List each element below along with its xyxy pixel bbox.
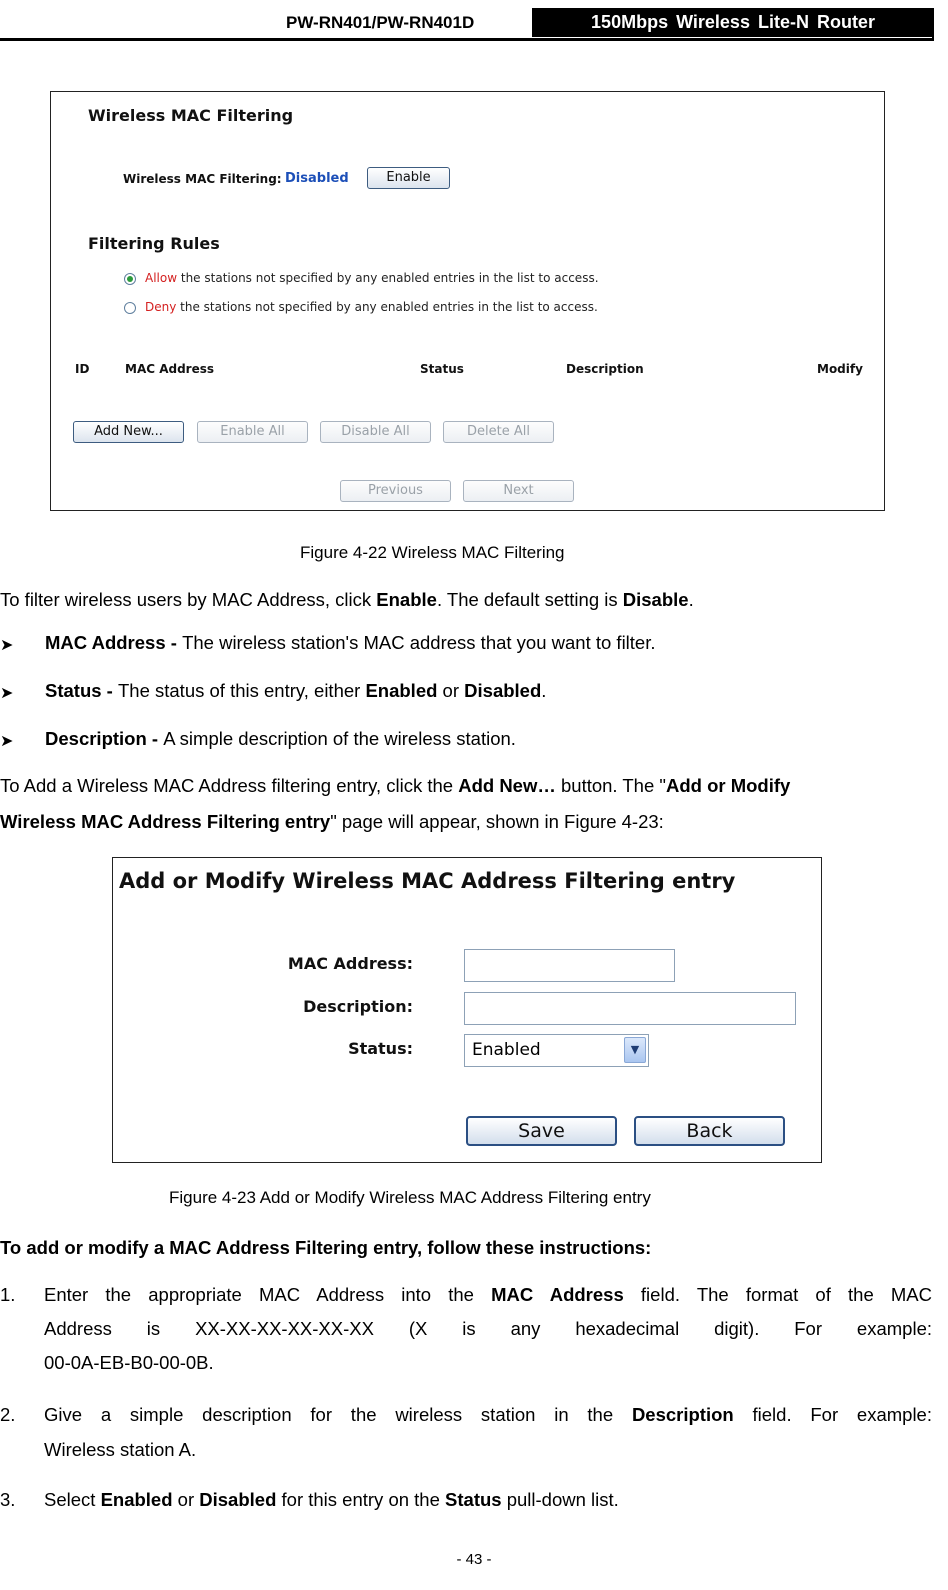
bullet-arrow-icon: ➤: [0, 637, 14, 654]
step-3-enabled: Enabled: [100, 1489, 173, 1510]
bullet-mac-address: [45, 632, 656, 654]
bullet-status: [45, 680, 546, 702]
step-number: 1.: [0, 1284, 16, 1305]
step-1-line-3: 00-0A-EB-B0-00-0B.: [44, 1352, 214, 1373]
bullet-text: A simple description of the wireless station.: [163, 728, 516, 749]
step-2-line-2: Wireless station A.: [44, 1439, 197, 1460]
step-3-line: [44, 1489, 619, 1511]
step-number: 3.: [0, 1489, 16, 1510]
header-rule-tick: [932, 28, 934, 40]
step-3-text-1: Select: [44, 1489, 101, 1510]
radio-allow[interactable]: [124, 273, 136, 285]
rule-deny-description: the stations not specified by any enabled entries in the list to access.: [180, 300, 598, 314]
add-paragraph-line-1: [0, 775, 790, 797]
bullet-disabled: Disabled: [464, 680, 542, 701]
intro-text-2: . The default setting is: [436, 589, 623, 610]
radio-deny[interactable]: [124, 302, 136, 314]
step-2-text-2: field. For example:: [733, 1404, 932, 1425]
add-paragraph-line-2: [0, 811, 664, 833]
column-modify: Modify: [817, 362, 863, 376]
description-label: Description:: [303, 997, 413, 1016]
step-2-term: Description: [631, 1404, 734, 1425]
add-modify-term: Add or Modify: [665, 775, 791, 796]
bullet-text-end: .: [541, 680, 547, 701]
add-new-button[interactable]: Add New...: [73, 421, 184, 443]
header-model: PW-RN401/PW-RN401D: [286, 13, 475, 32]
status-select[interactable]: [464, 1034, 649, 1067]
page-number: - 43 -: [456, 1551, 492, 1568]
header-product: 150Mbps Wireless Lite-N Router: [532, 8, 934, 37]
add-text-3: " page will appear, shown in Figure 4-23:: [330, 811, 664, 832]
instructions-heading: [0, 1237, 651, 1259]
step-3-text-or: or: [172, 1489, 200, 1510]
step-1-text-1: Enter the appropriate MAC Address into the: [44, 1284, 492, 1305]
mac-address-label: MAC Address:: [287, 954, 413, 973]
figure-add-modify-entry: [112, 857, 822, 1163]
bullet-term: Status -: [45, 680, 118, 701]
bullet-arrow-icon: ➤: [0, 733, 14, 750]
step-3-text-2: for this entry on the: [276, 1489, 446, 1510]
figure-wireless-mac-filtering: [50, 91, 885, 511]
delete-all-button[interactable]: Delete All: [443, 421, 554, 443]
step-2-text-1: Give a simple description for the wireless station in the: [44, 1404, 632, 1425]
bullet-text: The status of this entry, either: [117, 680, 366, 701]
step-1-term: MAC Address: [491, 1284, 624, 1305]
rule-allow-keyword: Allow: [145, 271, 178, 285]
status-select-value: Enabled: [472, 1040, 541, 1060]
column-mac-address: MAC Address: [125, 362, 215, 376]
step-1-line-1: [44, 1284, 932, 1306]
next-button[interactable]: Next: [463, 480, 574, 502]
section-title-filtering-rules: Filtering Rules: [88, 234, 220, 253]
add-page-name: Wireless MAC Address Filtering entry: [0, 811, 331, 832]
previous-button[interactable]: Previous: [340, 480, 451, 502]
rule-deny-text: [145, 300, 598, 314]
description-field[interactable]: [464, 992, 796, 1025]
bullet-text-or: or: [437, 680, 465, 701]
add-new-term: Add New…: [458, 775, 556, 796]
column-status: Status: [420, 362, 464, 376]
bullet-arrow-icon: ➤: [0, 685, 14, 702]
figure-caption-4-23: Figure 4-23 Add or Modify Wireless MAC Address Filtering entry: [169, 1188, 651, 1207]
intro-disable: Disable: [622, 589, 689, 610]
status-label: Status:: [348, 1039, 413, 1058]
step-3-text-3: pull-down list.: [501, 1489, 619, 1510]
disable-all-button[interactable]: Disable All: [320, 421, 431, 443]
bullet-term: MAC Address -: [45, 632, 183, 653]
add-text-2: button. The ": [555, 775, 666, 796]
add-text-1: To Add a Wireless MAC Address filtering entry, click the: [0, 775, 459, 796]
save-button[interactable]: Save: [466, 1116, 617, 1146]
add-modify-title: Add or Modify Wireless MAC Address Filtering entry: [119, 869, 736, 893]
mac-filtering-label: Wireless MAC Filtering:: [123, 172, 282, 186]
column-id: ID: [75, 362, 90, 376]
rule-allow-text: [145, 271, 599, 285]
mac-address-field[interactable]: [464, 949, 675, 982]
instructions-heading-text: To add or modify a MAC Address Filtering entry, follow these instructions:: [0, 1237, 652, 1258]
rule-allow-description: the stations not specified by any enabled entries in the list to access.: [180, 271, 599, 285]
rule-deny-keyword: Deny: [145, 300, 177, 314]
bullet-enabled: Enabled: [365, 680, 438, 701]
column-description: Description: [566, 362, 644, 376]
chevron-down-icon[interactable]: ▼: [624, 1037, 646, 1063]
header-rule: [0, 38, 934, 41]
mac-filtering-status: Disabled: [285, 171, 349, 186]
enable-button[interactable]: Enable: [367, 167, 450, 189]
step-1-text-2: field. The format of the MAC: [623, 1284, 932, 1305]
step-1-line-2: Address is XX-XX-XX-XX-XX-XX (X is any hexadecimal digit). For example:: [44, 1318, 932, 1339]
intro-paragraph: [0, 589, 694, 611]
intro-text-1: To filter wireless users by MAC Address, click: [0, 589, 377, 610]
step-3-status: Status: [445, 1489, 502, 1510]
section-title-mac-filtering: Wireless MAC Filtering: [88, 106, 294, 125]
figure-caption-4-22: Figure 4-22 Wireless MAC Filtering: [300, 543, 565, 562]
step-number: 2.: [0, 1404, 16, 1425]
step-3-disabled: Disabled: [199, 1489, 277, 1510]
intro-enable: Enable: [376, 589, 437, 610]
step-2-line-1: [44, 1404, 932, 1426]
back-button[interactable]: Back: [634, 1116, 785, 1146]
intro-text-3: .: [688, 589, 694, 610]
bullet-text: The wireless station's MAC address that you want to filter.: [182, 632, 656, 653]
enable-all-button[interactable]: Enable All: [197, 421, 308, 443]
bullet-term: Description -: [45, 728, 164, 749]
bullet-description: [45, 728, 516, 750]
